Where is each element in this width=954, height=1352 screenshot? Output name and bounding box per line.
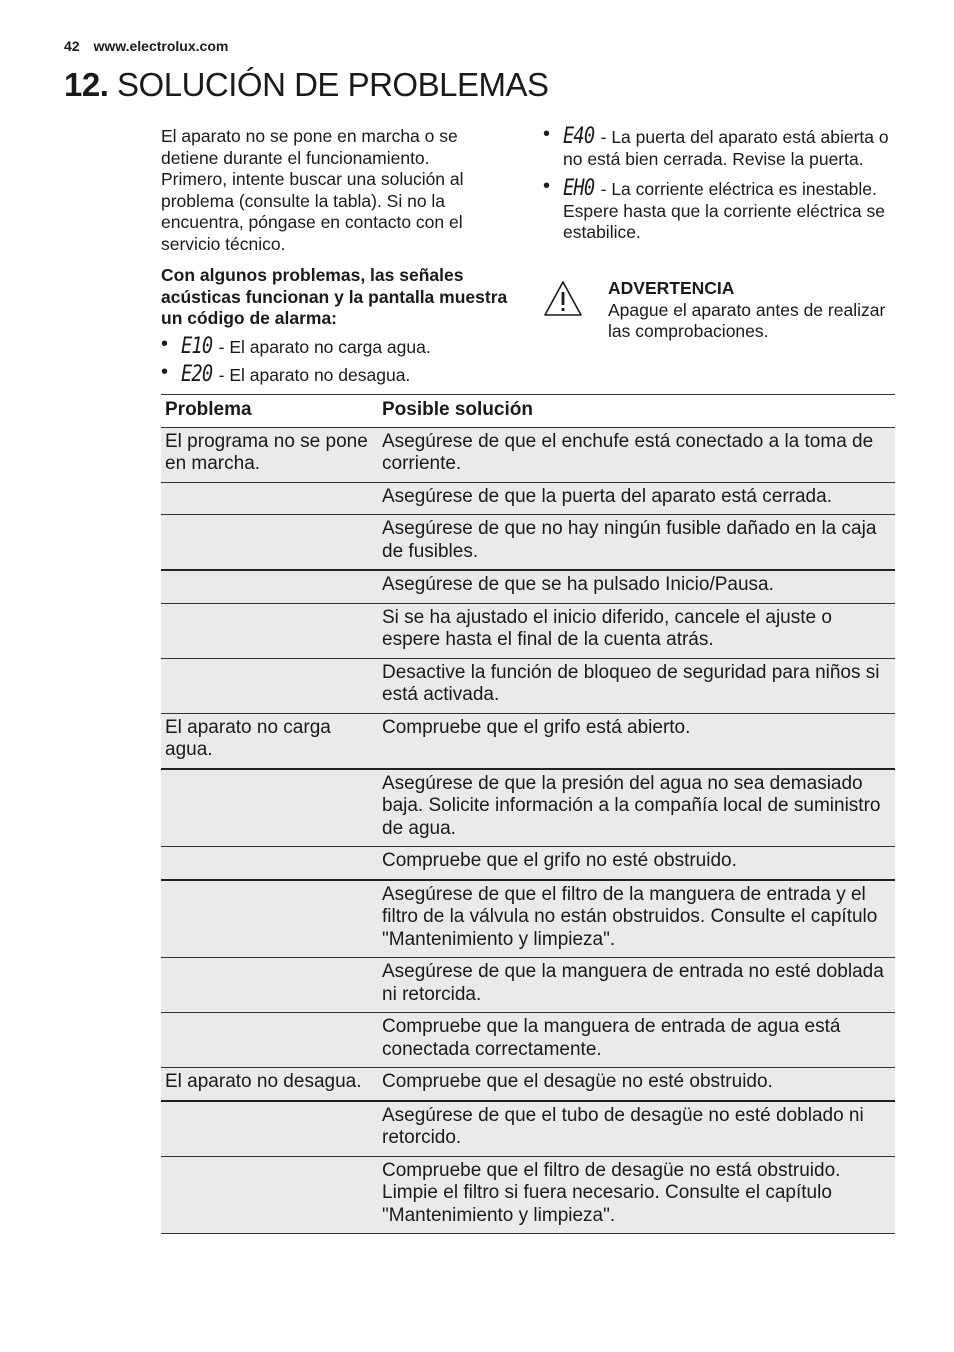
problem-cell: [161, 847, 378, 880]
alarm-code: E10: [181, 333, 213, 359]
warning-text: Apague el aparato antes de realizar las comprobaciones.: [608, 299, 886, 341]
table-row: [161, 958, 895, 1013]
table-row: [161, 769, 895, 847]
problem-cell: [161, 769, 378, 847]
solution-cell: Asegúrese de que la presión del agua no sea demasiado baja. Solicite información a la compañía local de suministro de agua.: [378, 769, 895, 847]
bullet-icon: •: [543, 175, 551, 197]
solution-cell: Compruebe que el filtro de desagüe no está obstruido. Limpie el filtro si fuera necesario. Consulte el capítulo "Mantenimiento y limpieza".: [378, 1156, 895, 1234]
solution-cell: Desactive la función de bloqueo de seguridad para niños si está activada.: [378, 658, 895, 713]
problem-cell: [161, 958, 378, 1013]
website-link[interactable]: www.electrolux.com: [93, 38, 229, 54]
problem-cell: [161, 603, 378, 658]
page-header: [64, 38, 228, 54]
bullet-icon: •: [543, 123, 551, 145]
solution-cell: Asegúrese de que el enchufe está conectado a la toma de corriente.: [378, 427, 895, 482]
table-row: [161, 515, 895, 571]
bullet-icon: •: [161, 332, 169, 355]
intro-column: [161, 126, 511, 387]
problem-cell: [161, 515, 378, 571]
solution-cell: Si se ha ajustado el inicio diferido, cancele el ajuste o espere hasta el final de la cuenta atrás.: [378, 603, 895, 658]
intro-paragraph-2: Primero, intente buscar una solución al problema (consulte la tabla). Si no la encuentra, póngase en contacto con el servicio técnico.: [161, 169, 464, 254]
table-row: [161, 482, 895, 515]
warning-title: ADVERTENCIA: [608, 278, 735, 298]
solution-cell: Asegúrese de que no hay ningún fusible dañado en la caja de fusibles.: [378, 515, 895, 571]
table-row: [161, 427, 895, 482]
solution-cell: Compruebe que el desagüe no esté obstruido.: [378, 1068, 895, 1101]
problem-cell: [161, 1156, 378, 1234]
solution-cell: Compruebe que el grifo está abierto.: [378, 713, 895, 769]
table-header-row: [161, 395, 895, 428]
table-row: [161, 570, 895, 603]
solution-cell: Asegúrese de que la manguera de entrada no esté doblada ni retorcida.: [378, 958, 895, 1013]
table-row: [161, 880, 895, 958]
problem-cell: El programa no se pone en marcha.: [161, 427, 378, 482]
column-header-solution: Posible solución: [378, 395, 895, 428]
solution-cell: Asegúrese de que el filtro de la manguera de entrada y el filtro de la válvula no están obstruidos. Consulte el capítulo "Mantenimiento y limpieza".: [378, 880, 895, 958]
table-row: [161, 847, 895, 880]
table-row: [161, 1068, 895, 1101]
alarm-item: [543, 123, 893, 170]
intro-paragraph-1: El aparato no se pone en marcha o se detiene durante el funcionamiento.: [161, 126, 458, 168]
alarm-text: - La puerta del aparato está abierta o no está bien cerrada. Revise la puerta.: [563, 127, 889, 169]
solution-cell: Asegúrese de que el tubo de desagüe no esté doblado ni retorcido.: [378, 1101, 895, 1157]
table-row: [161, 1013, 895, 1068]
bullet-icon: •: [161, 361, 169, 383]
alarm-item: [161, 332, 511, 359]
troubleshooting-table: [161, 394, 895, 1234]
problem-cell: El aparato no carga agua.: [161, 713, 378, 769]
problem-cell: [161, 1101, 378, 1157]
table-row: [161, 713, 895, 769]
section-title-text: SOLUCIÓN DE PROBLEMAS: [117, 66, 549, 103]
solution-cell: Asegúrese de que la puerta del aparato está cerrada.: [378, 482, 895, 515]
solution-cell: Compruebe que el grifo no esté obstruido.: [378, 847, 895, 880]
alarm-text: - La corriente eléctrica es inestable. Espere hasta que la corriente eléctrica se estabilice.: [563, 179, 885, 242]
table-row: [161, 658, 895, 713]
alarm-text: - El aparato no carga agua.: [218, 336, 431, 357]
problem-cell: [161, 880, 378, 958]
alarm-text: - El aparato no desagua.: [218, 365, 411, 385]
alarm-code: EH0: [563, 176, 595, 201]
alarm-code: E20: [181, 362, 213, 387]
warning-triangle-icon: [543, 280, 583, 318]
problem-cell: [161, 658, 378, 713]
section-title: [64, 66, 549, 104]
problem-cell: [161, 570, 378, 603]
alarm-code: E40: [563, 124, 595, 149]
alarm-item: [161, 361, 511, 387]
problem-cell: [161, 1013, 378, 1068]
table-row: [161, 1156, 895, 1234]
alarm-column: [543, 123, 893, 252]
table-row: [161, 603, 895, 658]
table-row: [161, 1101, 895, 1157]
alarm-note: Con algunos problemas, las señales acústicas funcionan y la pantalla muestra un código de alarma:: [161, 265, 508, 328]
alarm-item: [543, 175, 893, 244]
column-header-problem: Problema: [161, 395, 378, 428]
problem-cell: El aparato no desagua.: [161, 1068, 378, 1101]
section-number: 12.: [64, 66, 109, 103]
problem-cell: [161, 482, 378, 515]
solution-cell: Compruebe que la manguera de entrada de agua está conectada correctamente.: [378, 1013, 895, 1068]
solution-cell: Asegúrese de que se ha pulsado Inicio/Pausa.: [378, 570, 895, 603]
page-number: 42: [64, 38, 80, 54]
